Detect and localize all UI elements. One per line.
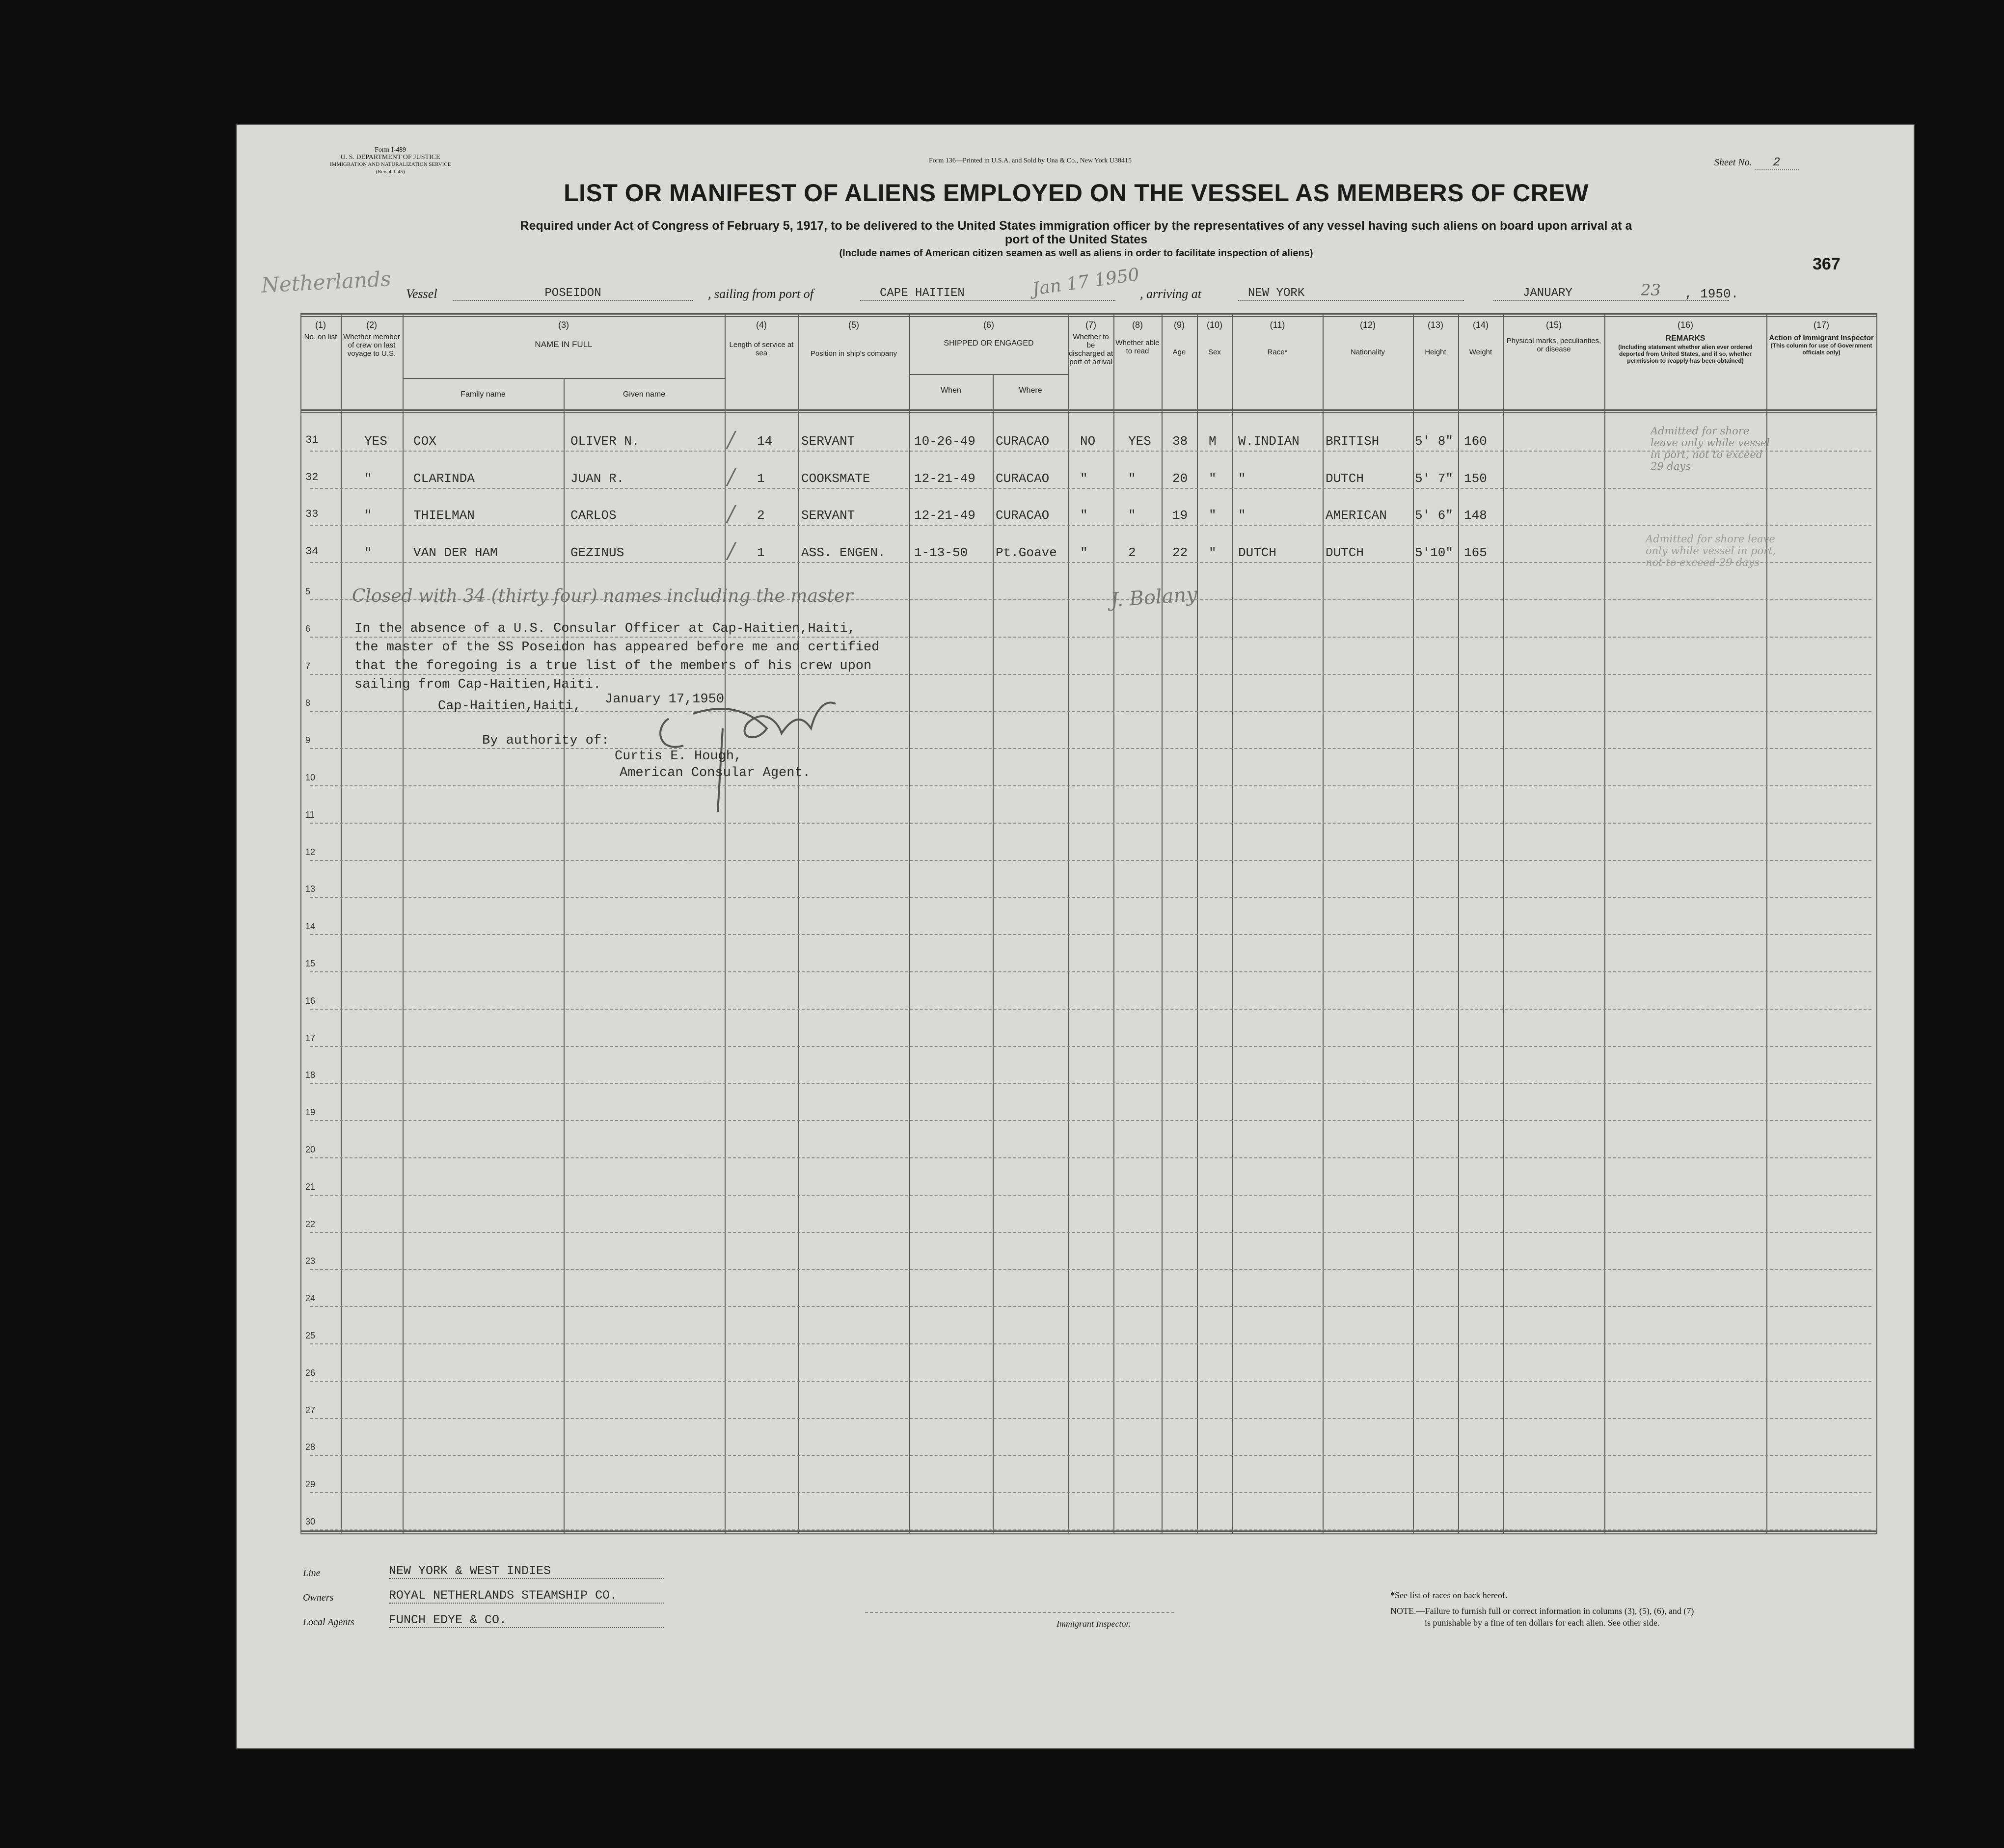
column-divider <box>1232 313 1233 1534</box>
given-name-header: Given name <box>623 390 666 399</box>
row-rule <box>310 971 1871 972</box>
row-rule <box>310 1455 1871 1456</box>
row-rule <box>310 1269 1871 1270</box>
length-of-service-cell: 2 <box>757 508 765 523</box>
able-to-read-cell: YES <box>1128 434 1151 449</box>
row-rule <box>310 1492 1871 1493</box>
able-to-read-cell: " <box>1128 471 1136 486</box>
col-2-header: (2) Whether member of crew on last voyage to U.S. <box>343 320 400 358</box>
line-number: 29 <box>305 1479 316 1489</box>
discharge-cell: NO <box>1080 434 1096 449</box>
header-bottom-border <box>300 409 1876 411</box>
column-divider <box>341 313 342 1534</box>
row-rule <box>310 897 1871 898</box>
column-divider <box>1458 313 1459 1534</box>
agents-label: Local Agents <box>303 1617 354 1628</box>
position-cell: ASS. ENGEN. <box>801 545 886 560</box>
column-divider <box>1766 313 1767 1534</box>
column-divider <box>1068 313 1069 1534</box>
column-divider <box>1323 313 1324 1534</box>
table-bottom-border <box>300 1530 1876 1532</box>
row-rule <box>310 823 1871 824</box>
subtitle <box>296 219 1857 260</box>
manifest-sheet <box>236 124 1915 1749</box>
form-number: Form I-489 <box>375 146 406 154</box>
owners-label: Owners <box>303 1592 334 1603</box>
line-number: 30 <box>305 1517 316 1527</box>
row-number-cell: 32 <box>305 471 319 483</box>
shipped-when-cell: 1-13-50 <box>914 545 968 560</box>
discharge-cell: " <box>1080 545 1088 560</box>
height-cell: 5' 6" <box>1415 508 1454 523</box>
family-name-cell: CLARINDA <box>413 471 475 486</box>
arrival-day: 23 <box>1641 281 1661 299</box>
table-top-border-inner <box>300 316 1876 317</box>
row-rule <box>310 860 1871 861</box>
row-rule <box>310 488 1871 489</box>
line-number: 16 <box>305 996 316 1006</box>
column-divider <box>1604 313 1605 1534</box>
inspector-signature-line <box>865 1612 1174 1613</box>
column-divider <box>909 313 910 1534</box>
shipped-when-cell: 12-21-49 <box>914 471 975 486</box>
line-label: Line <box>303 1568 321 1579</box>
check-mark: / <box>728 427 735 452</box>
col-10-header: (10) Sex <box>1206 320 1222 356</box>
position-cell: COOKSMATE <box>801 471 870 486</box>
col-8-header: (8) Whether able to read <box>1115 320 1160 355</box>
row-rule <box>310 1418 1871 1419</box>
line-number: 23 <box>305 1256 316 1266</box>
row-rule <box>310 1157 1871 1158</box>
department-block <box>330 146 451 176</box>
vessel-name: POSEIDON <box>453 287 693 301</box>
given-name-cell: JUAN R. <box>570 471 624 486</box>
column-divider <box>1162 313 1163 1534</box>
row-rule <box>310 1120 1871 1121</box>
check-mark: / <box>728 538 735 563</box>
arrival-year: , 1950. <box>1685 287 1739 301</box>
subtitle-line-2: port of the United States <box>1004 233 1148 246</box>
height-cell: 5' 7" <box>1415 471 1454 486</box>
col-1-header: (1) No. on list <box>304 320 337 341</box>
column-divider <box>798 313 799 1534</box>
table-bottom-border-inner <box>300 1533 1876 1534</box>
weight-cell: 150 <box>1464 471 1487 486</box>
shipped-where-cell: CURACAO <box>996 434 1050 449</box>
nationality-cell: DUTCH <box>1326 545 1364 560</box>
subtitle-line-3: (Include names of American citizen seamen as well as aliens in order to facilitate inspection of aliens) <box>839 248 1313 259</box>
shipped-where-header: Where <box>1019 386 1042 395</box>
col-3-header: (3) NAME IN FULL <box>535 320 593 349</box>
column-divider <box>1876 313 1877 1534</box>
row-rule <box>310 1046 1871 1047</box>
nationality-cell: AMERICAN <box>1326 508 1387 523</box>
sex-cell: " <box>1209 545 1217 560</box>
able-to-read-cell: 2 <box>1128 545 1136 560</box>
closing-note: Closed with 34 (thirty four) names including the master <box>352 586 853 606</box>
column-divider <box>1197 313 1198 1534</box>
column-divider <box>1113 313 1114 1534</box>
crew-last-voyage-cell: " <box>364 508 372 523</box>
col-15-header: (15) Physical marks, peculiarities, or disease <box>1506 320 1601 353</box>
line-number: 6 <box>305 624 311 634</box>
height-cell: 5' 8" <box>1415 434 1454 449</box>
col-11-header: (11) Race* <box>1267 320 1288 356</box>
age-cell: 19 <box>1172 508 1188 523</box>
line-number: 7 <box>305 661 311 671</box>
row-rule <box>310 1381 1871 1382</box>
age-cell: 22 <box>1172 545 1188 560</box>
remarks-row-33: Admitted for shore leave only while vessel in port, not to exceed 29 days <box>1646 533 1776 568</box>
closing-initials: J. Bolany <box>1110 583 1198 612</box>
crew-last-voyage-cell: " <box>364 545 372 560</box>
certification-line: In the absence of a U.S. Consular Officer at Cap-Haitien,Haiti, <box>354 621 856 636</box>
height-cell: 5'10" <box>1415 545 1454 560</box>
row-rule <box>310 1306 1871 1307</box>
row-rule <box>310 562 1871 563</box>
family-name-cell: COX <box>413 434 436 449</box>
given-name-cell: GEZINUS <box>570 545 624 560</box>
row-number-cell: 33 <box>305 508 319 520</box>
col-5-header: (5) Position in ship's company <box>810 320 897 358</box>
col-4-header: (4) Length of service at sea <box>729 320 794 357</box>
line-number: 15 <box>305 959 316 968</box>
arrival-port: NEW YORK <box>1238 287 1464 301</box>
owners-value: ROYAL NETHERLANDS STEAMSHIP CO. <box>389 1588 664 1604</box>
shipped-where-cell: CURACAO <box>996 471 1050 486</box>
cert-name: Curtis E. Hough, <box>615 749 742 764</box>
discharge-cell: " <box>1080 471 1088 486</box>
line-number: 5 <box>305 587 311 596</box>
col-13-header: (13) Height <box>1425 320 1446 356</box>
sheet-number-field <box>1714 156 1799 170</box>
handwritten-country: Netherlands <box>260 267 392 297</box>
row-rule <box>310 785 1871 786</box>
position-cell: SERVANT <box>801 434 855 449</box>
shipped-subheader-line <box>909 374 1068 375</box>
line-number: 10 <box>305 773 316 782</box>
family-name-cell: THIELMAN <box>413 508 475 523</box>
col-6-header: (6) SHIPPED OR ENGAGED <box>944 320 1034 348</box>
line-number: 13 <box>305 884 316 894</box>
row-number-cell: 34 <box>305 545 319 558</box>
shipped-when-cell: 12-21-49 <box>914 508 975 523</box>
line-number: 28 <box>305 1442 316 1452</box>
cert-title: American Consular Agent. <box>620 766 811 780</box>
column-divider <box>1503 313 1504 1534</box>
certification-line: that the foregoing is a true list of the members of his crew upon <box>354 659 872 673</box>
race-cell: " <box>1238 471 1246 486</box>
row-number-cell: 31 <box>305 434 319 446</box>
row-rule <box>310 1009 1871 1010</box>
line-number: 26 <box>305 1368 316 1378</box>
races-note: *See list of races on back hereof. <box>1390 1590 1508 1600</box>
column-divider <box>403 313 404 1534</box>
remarks-row-31: Admitted for shore leave only while vessel in port, not to exceed 29 days <box>1651 425 1770 472</box>
sex-cell: " <box>1209 471 1217 486</box>
sheet-number: 2 <box>1755 156 1799 170</box>
shipped-where-cell: CURACAO <box>996 508 1050 523</box>
col-14-header: (14) Weight <box>1469 320 1492 356</box>
row-rule <box>310 748 1871 749</box>
penalty-note-1: NOTE.—Failure to furnish full or correct information in columns (3), (5), (6), and (7) <box>1390 1606 1694 1616</box>
weight-cell: 160 <box>1464 434 1487 449</box>
page-title: LIST OR MANIFEST OF ALIENS EMPLOYED ON THE VESSEL AS MEMBERS OF CREW <box>564 179 1589 207</box>
family-name-cell: VAN DER HAM <box>413 545 498 560</box>
crew-last-voyage-cell: YES <box>364 434 387 449</box>
line-number: 24 <box>305 1293 316 1303</box>
shipped-where-cell: Pt.Goave <box>996 545 1057 560</box>
printer-line: Form 136—Printed in U.S.A. and Sold by Una & Co., New York U38415 <box>929 157 1132 164</box>
col-9-header: (9) Age <box>1172 320 1186 356</box>
certification-line: sailing from Cap-Haitien,Haiti. <box>354 677 601 692</box>
sheet-number-label: Sheet No. <box>1714 157 1752 168</box>
row-rule <box>310 1232 1871 1233</box>
column-divider <box>564 378 565 1534</box>
row-rule <box>310 1529 1871 1530</box>
column-divider <box>725 313 726 1534</box>
arriving-label: , arriving at <box>1140 287 1201 301</box>
family-name-header: Family name <box>460 390 506 399</box>
line-number: 8 <box>305 698 311 708</box>
cert-place: Cap-Haitien,Haiti, <box>438 699 581 714</box>
sex-cell: " <box>1209 508 1217 523</box>
arrival-month: JANUARY <box>1493 287 1729 301</box>
length-of-service-cell: 1 <box>757 545 765 560</box>
sailing-label: , sailing from port of <box>708 287 814 301</box>
inspector-label: Immigrant Inspector. <box>1056 1619 1131 1629</box>
departure-port: CAPE HAITIEN <box>860 287 1115 301</box>
line-number: 11 <box>305 810 315 820</box>
check-mark: / <box>728 464 735 489</box>
col-12-header: (12) Nationality <box>1350 320 1385 356</box>
header-bottom-border-inner <box>300 412 1876 413</box>
line-number: 14 <box>305 921 316 931</box>
length-of-service-cell: 1 <box>757 471 765 486</box>
row-rule <box>310 525 1871 526</box>
column-divider <box>993 374 994 1534</box>
line-number: 17 <box>305 1033 316 1043</box>
line-number: 22 <box>305 1219 316 1229</box>
column-divider <box>300 313 301 1534</box>
cert-authority: By authority of: <box>482 733 610 748</box>
able-to-read-cell: " <box>1128 508 1136 523</box>
service-name: IMMIGRATION AND NATURALIZATION SERVICE <box>330 161 451 167</box>
position-cell: SERVANT <box>801 508 855 523</box>
line-number: 9 <box>305 735 311 745</box>
department-name: U. S. DEPARTMENT OF JUSTICE <box>340 154 440 161</box>
col-17-header: (17) Action of Immigrant Inspector (This column for use of Government officials only) <box>1769 320 1874 356</box>
row-rule <box>310 1083 1871 1084</box>
handwritten-departure-date: Jan 17 1950 <box>1031 264 1141 300</box>
certification-block <box>354 619 879 694</box>
agents-value: FUNCH EDYE & CO. <box>389 1613 664 1628</box>
age-cell: 38 <box>1172 434 1188 449</box>
vessel-label: Vessel <box>406 287 437 301</box>
line-number: 27 <box>305 1405 316 1415</box>
given-name-cell: CARLOS <box>570 508 617 523</box>
race-cell: DUTCH <box>1238 545 1277 560</box>
cert-date: January 17,1950 <box>605 692 725 707</box>
line-number: 19 <box>305 1107 316 1117</box>
line-number: 18 <box>305 1070 316 1080</box>
nationality-cell: BRITISH <box>1326 434 1380 449</box>
sex-cell: M <box>1209 434 1217 449</box>
row-rule <box>310 1343 1871 1344</box>
weight-cell: 165 <box>1464 545 1487 560</box>
row-rule <box>310 451 1871 452</box>
discharge-cell: " <box>1080 508 1088 523</box>
weight-cell: 148 <box>1464 508 1487 523</box>
name-subheader-line <box>403 378 725 379</box>
nationality-cell: DUTCH <box>1326 471 1364 486</box>
given-name-cell: OLIVER N. <box>570 434 640 449</box>
form-revision: (Rev. 4-1-45) <box>376 169 405 175</box>
col-16-header: (16) REMARKS (Including statement whether alien ever ordered deported from United States, and if so, whether permission to reapply has been obtained) <box>1618 320 1753 364</box>
line-number: 25 <box>305 1331 316 1340</box>
line-number: 21 <box>305 1182 316 1192</box>
col-7-header: (7) Whether to be discharged at port of arrival <box>1068 320 1113 366</box>
table-top-border <box>300 313 1876 315</box>
row-rule <box>310 934 1871 935</box>
row-rule <box>310 1195 1871 1196</box>
race-cell: W.INDIAN <box>1238 434 1300 449</box>
race-cell: " <box>1238 508 1246 523</box>
age-cell: 20 <box>1172 471 1188 486</box>
line-value: NEW YORK & WEST INDIES <box>389 1564 664 1579</box>
check-mark: / <box>728 501 735 526</box>
penalty-note-2: is punishable by a fine of ten dollars for each alien. See other side. <box>1425 1618 1660 1628</box>
page-stamp: 367 <box>1813 255 1841 273</box>
certification-line: the master of the SS Poseidon has appeared before me and certified <box>354 640 880 655</box>
crew-last-voyage-cell: " <box>364 471 372 486</box>
shipped-when-cell: 10-26-49 <box>914 434 975 449</box>
length-of-service-cell: 14 <box>757 434 773 449</box>
line-number: 20 <box>305 1145 316 1154</box>
subtitle-line-1: Required under Act of Congress of February 5, 1917, to be delivered to the United States immigration officer by the representatives of any vessel having such aliens on board upon arrival at a <box>520 219 1632 233</box>
column-divider <box>1413 313 1414 1534</box>
shipped-when-header: When <box>941 386 961 395</box>
line-number: 12 <box>305 847 316 857</box>
